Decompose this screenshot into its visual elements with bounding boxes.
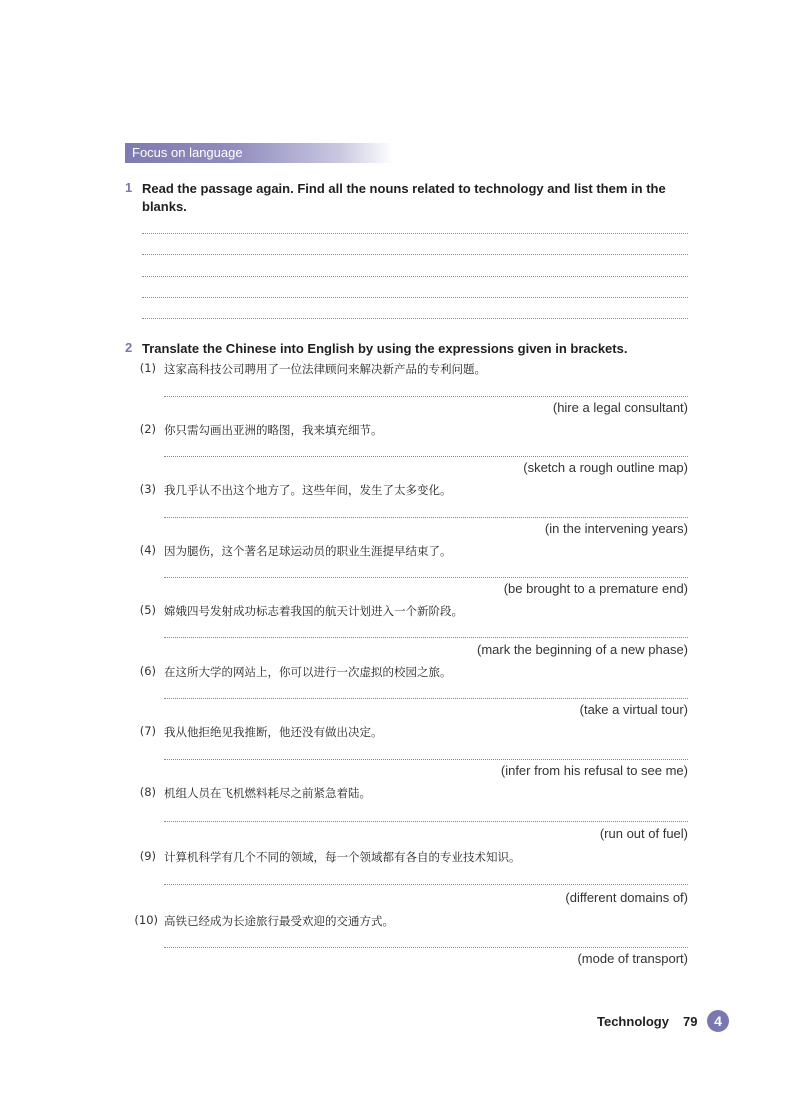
answer-line[interactable] (164, 637, 688, 638)
answer-blank[interactable] (142, 297, 688, 298)
answer-line[interactable] (164, 456, 688, 457)
answer-blank[interactable] (142, 318, 688, 319)
item-hint: (run out of fuel) (599, 826, 688, 841)
item-chinese-text: 计算机科学有几个不同的领域，每一个领域都有各自的专业技术知识。 (164, 850, 521, 864)
item-chinese-text: 我从他拒绝见我推断，他还没有做出决定。 (164, 725, 383, 739)
answer-line[interactable] (164, 517, 688, 518)
item-number: (5) (139, 603, 156, 617)
question-2-instruction: Translate the Chinese into English by using the expressions given in brackets. (142, 341, 628, 356)
item-hint: (mode of transport) (577, 951, 688, 966)
item-number: (6) (139, 664, 156, 678)
item-hint: (take a virtual tour) (579, 702, 688, 717)
answer-blank[interactable] (142, 276, 688, 277)
unit-title: Technology (597, 1014, 669, 1029)
item-chinese-text: 我几乎认不出这个地方了。这些年间，发生了太多变化。 (164, 483, 452, 497)
item-hint: (be brought to a premature end) (503, 581, 688, 596)
item-chinese-text: 这家高科技公司聘用了一位法律顾问来解决新产品的专利问题。 (164, 362, 486, 376)
item-chinese-text: 你只需勾画出亚洲的略图，我来填充细节。 (164, 423, 383, 437)
section-title: Focus on language (132, 145, 243, 160)
section-header (125, 143, 393, 163)
answer-blank[interactable] (142, 233, 688, 234)
item-chinese-text: 嫦娥四号发射成功标志着我国的航天计划进入一个新阶段。 (164, 604, 463, 618)
item-number: (8) (139, 785, 156, 799)
item-number: (4) (139, 543, 156, 557)
item-hint: (sketch a rough outline map) (523, 460, 688, 475)
item-hint: (hire a legal consultant) (552, 400, 688, 415)
item-chinese-text: 在这所大学的网站上，你可以进行一次虚拟的校园之旅。 (164, 665, 452, 679)
answer-line[interactable] (164, 698, 688, 699)
answer-line[interactable] (164, 396, 688, 397)
item-hint: (in the intervening years) (544, 521, 688, 536)
item-hint: (mark the beginning of a new phase) (476, 642, 688, 657)
item-chinese-text: 因为腿伤，这个著名足球运动员的职业生涯提早结束了。 (164, 544, 452, 558)
item-chinese-text: 高铁已经成为长途旅行最受欢迎的交通方式。 (164, 914, 394, 928)
item-number: (9) (139, 849, 156, 863)
answer-line[interactable] (164, 947, 688, 948)
page-number: 79 (683, 1014, 698, 1029)
item-number: (1) (139, 361, 156, 375)
item-number: (7) (139, 724, 156, 738)
question-1-number: 1 (125, 180, 133, 195)
answer-line[interactable] (164, 759, 688, 760)
item-number: (3) (139, 482, 156, 496)
answer-blank[interactable] (142, 254, 688, 255)
answer-line[interactable] (164, 821, 688, 822)
question-2-number: 2 (125, 340, 133, 355)
item-number: (10) (134, 913, 158, 927)
item-number: (2) (139, 422, 156, 436)
answer-line[interactable] (164, 577, 688, 578)
item-chinese-text: 机组人员在飞机燃料耗尽之前紧急着陆。 (164, 786, 371, 800)
item-hint: (infer from his refusal to see me) (500, 763, 688, 778)
unit-number-badge: 4 (707, 1010, 729, 1032)
answer-line[interactable] (164, 884, 688, 885)
question-1-instruction: Read the passage again. Find all the nouns related to technology and list them in the blanks. (142, 181, 666, 214)
item-hint: (different domains of) (565, 890, 688, 905)
